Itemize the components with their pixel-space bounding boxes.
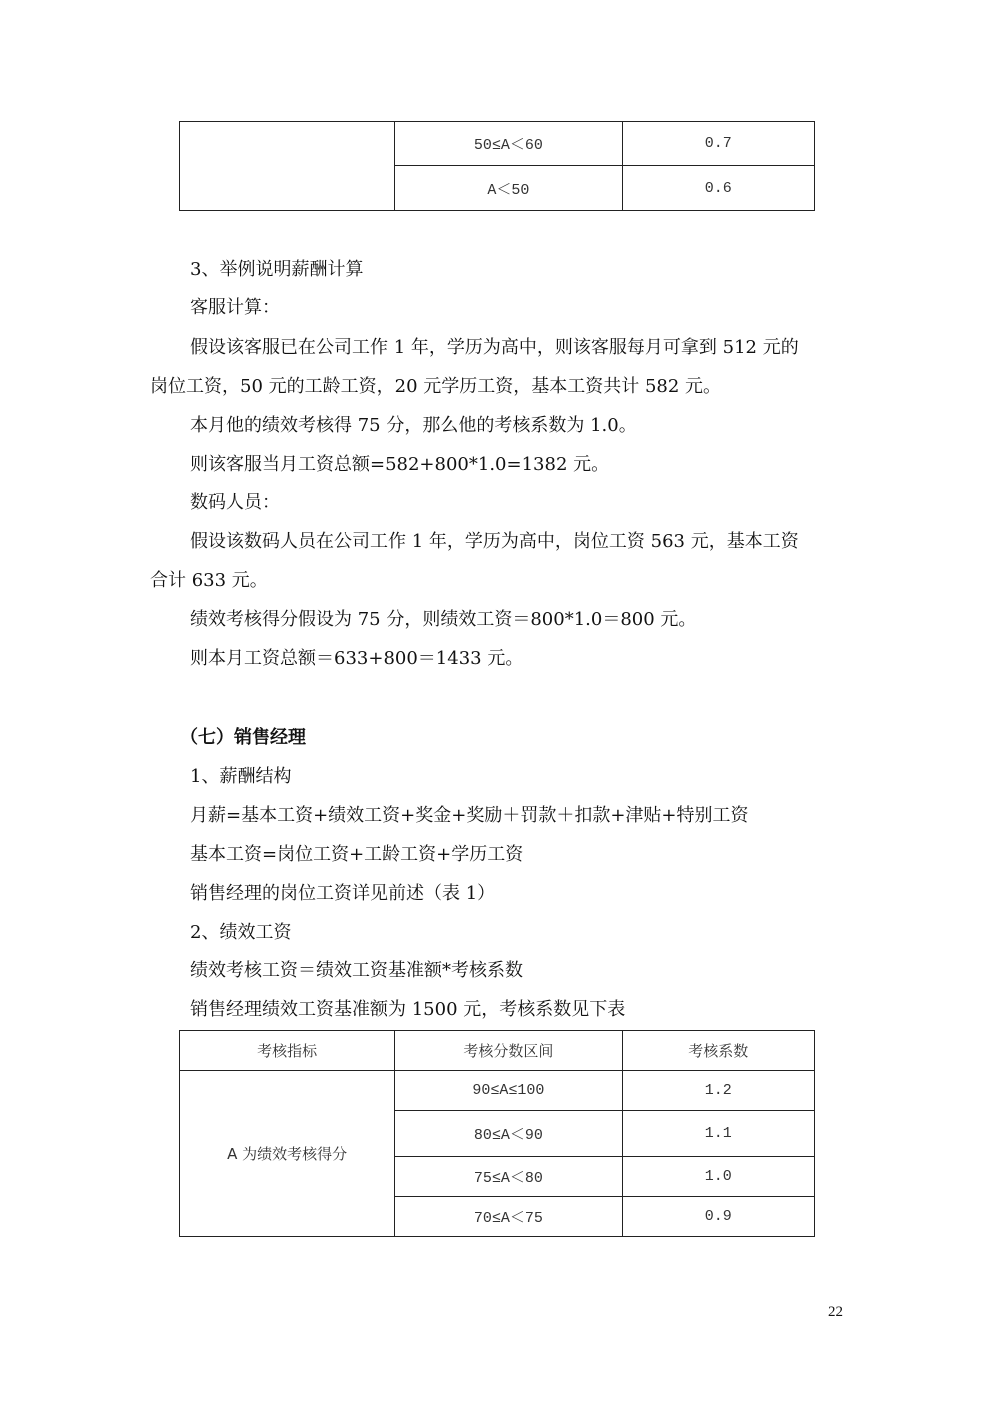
paragraph-line: 岗位工资，50 元的工龄工资，20 元学历工资，基本工资共计 582 元。 <box>150 376 722 397</box>
table-cell-indicator: A 为绩效考核得分 <box>180 1071 395 1237</box>
paragraph-line: 则该客服当月工资总额=582+800*1.0=1382 元。 <box>190 454 610 475</box>
formula-line: 月薪=基本工资+绩效工资+奖金+奖励＋罚款＋扣款+津贴+特别工资 <box>190 805 749 826</box>
paragraph-line: 假设该客服已在公司工作 1 年，学历为高中，则该客服每月可拿到 512 元的 <box>190 337 799 358</box>
table-cell-coef: 1.2 <box>622 1071 814 1111</box>
coefficient-table <box>179 1030 815 1237</box>
table-cell-coef: 1.0 <box>622 1157 814 1197</box>
table-cell-range: 75≤A＜80 <box>395 1157 622 1197</box>
table-header: 考核指标 <box>180 1031 395 1071</box>
coefficient-table-continued <box>179 121 815 211</box>
table-cell-range: 90≤A≤100 <box>395 1071 622 1111</box>
paragraph-line: 则本月工资总额＝633+800＝1433 元。 <box>190 648 524 669</box>
page-number: 22 <box>828 1304 843 1320</box>
table-cell-range: 50≤A＜60 <box>395 122 622 166</box>
subheading: 2、绩效工资 <box>190 922 292 943</box>
paragraph-line: 销售经理的岗位工资详见前述（表 1） <box>190 883 496 904</box>
table-cell-coef: 0.7 <box>622 122 814 166</box>
table-header: 考核分数区间 <box>395 1031 622 1071</box>
paragraph-line: 本月他的绩效考核得 75 分，那么他的考核系数为 1.0。 <box>190 415 637 436</box>
formula-line: 基本工资=岗位工资+工龄工资+学历工资 <box>190 844 524 865</box>
table-cell-range: 70≤A＜75 <box>395 1197 622 1237</box>
paragraph-line: 假设该数码人员在公司工作 1 年，学历为高中，岗位工资 563 元，基本工资 <box>190 531 799 552</box>
table-cell-range: 80≤A＜90 <box>395 1111 622 1157</box>
formula-line: 绩效考核工资＝绩效工资基准额*考核系数 <box>190 960 523 981</box>
table-cell-coef: 0.9 <box>622 1197 814 1237</box>
table-cell-coef: 0.6 <box>622 166 814 211</box>
kefu-label: 客服计算： <box>190 297 280 318</box>
paragraph-line: 合计 633 元。 <box>150 570 268 591</box>
subheading: 1、薪酬结构 <box>190 766 292 787</box>
section-heading: 3、举例说明薪酬计算 <box>190 259 364 280</box>
shuma-label: 数码人员： <box>190 492 280 513</box>
section-title: （七）销售经理 <box>180 727 306 748</box>
paragraph-line: 绩效考核得分假设为 75 分，则绩效工资＝800*1.0＝800 元。 <box>190 609 697 630</box>
table-header: 考核系数 <box>622 1031 814 1071</box>
table-cell-coef: 1.1 <box>622 1111 814 1157</box>
paragraph-line: 销售经理绩效工资基准额为 1500 元，考核系数见下表 <box>190 999 626 1020</box>
table-cell-empty <box>180 122 395 211</box>
table-cell-range: A＜50 <box>395 166 622 211</box>
